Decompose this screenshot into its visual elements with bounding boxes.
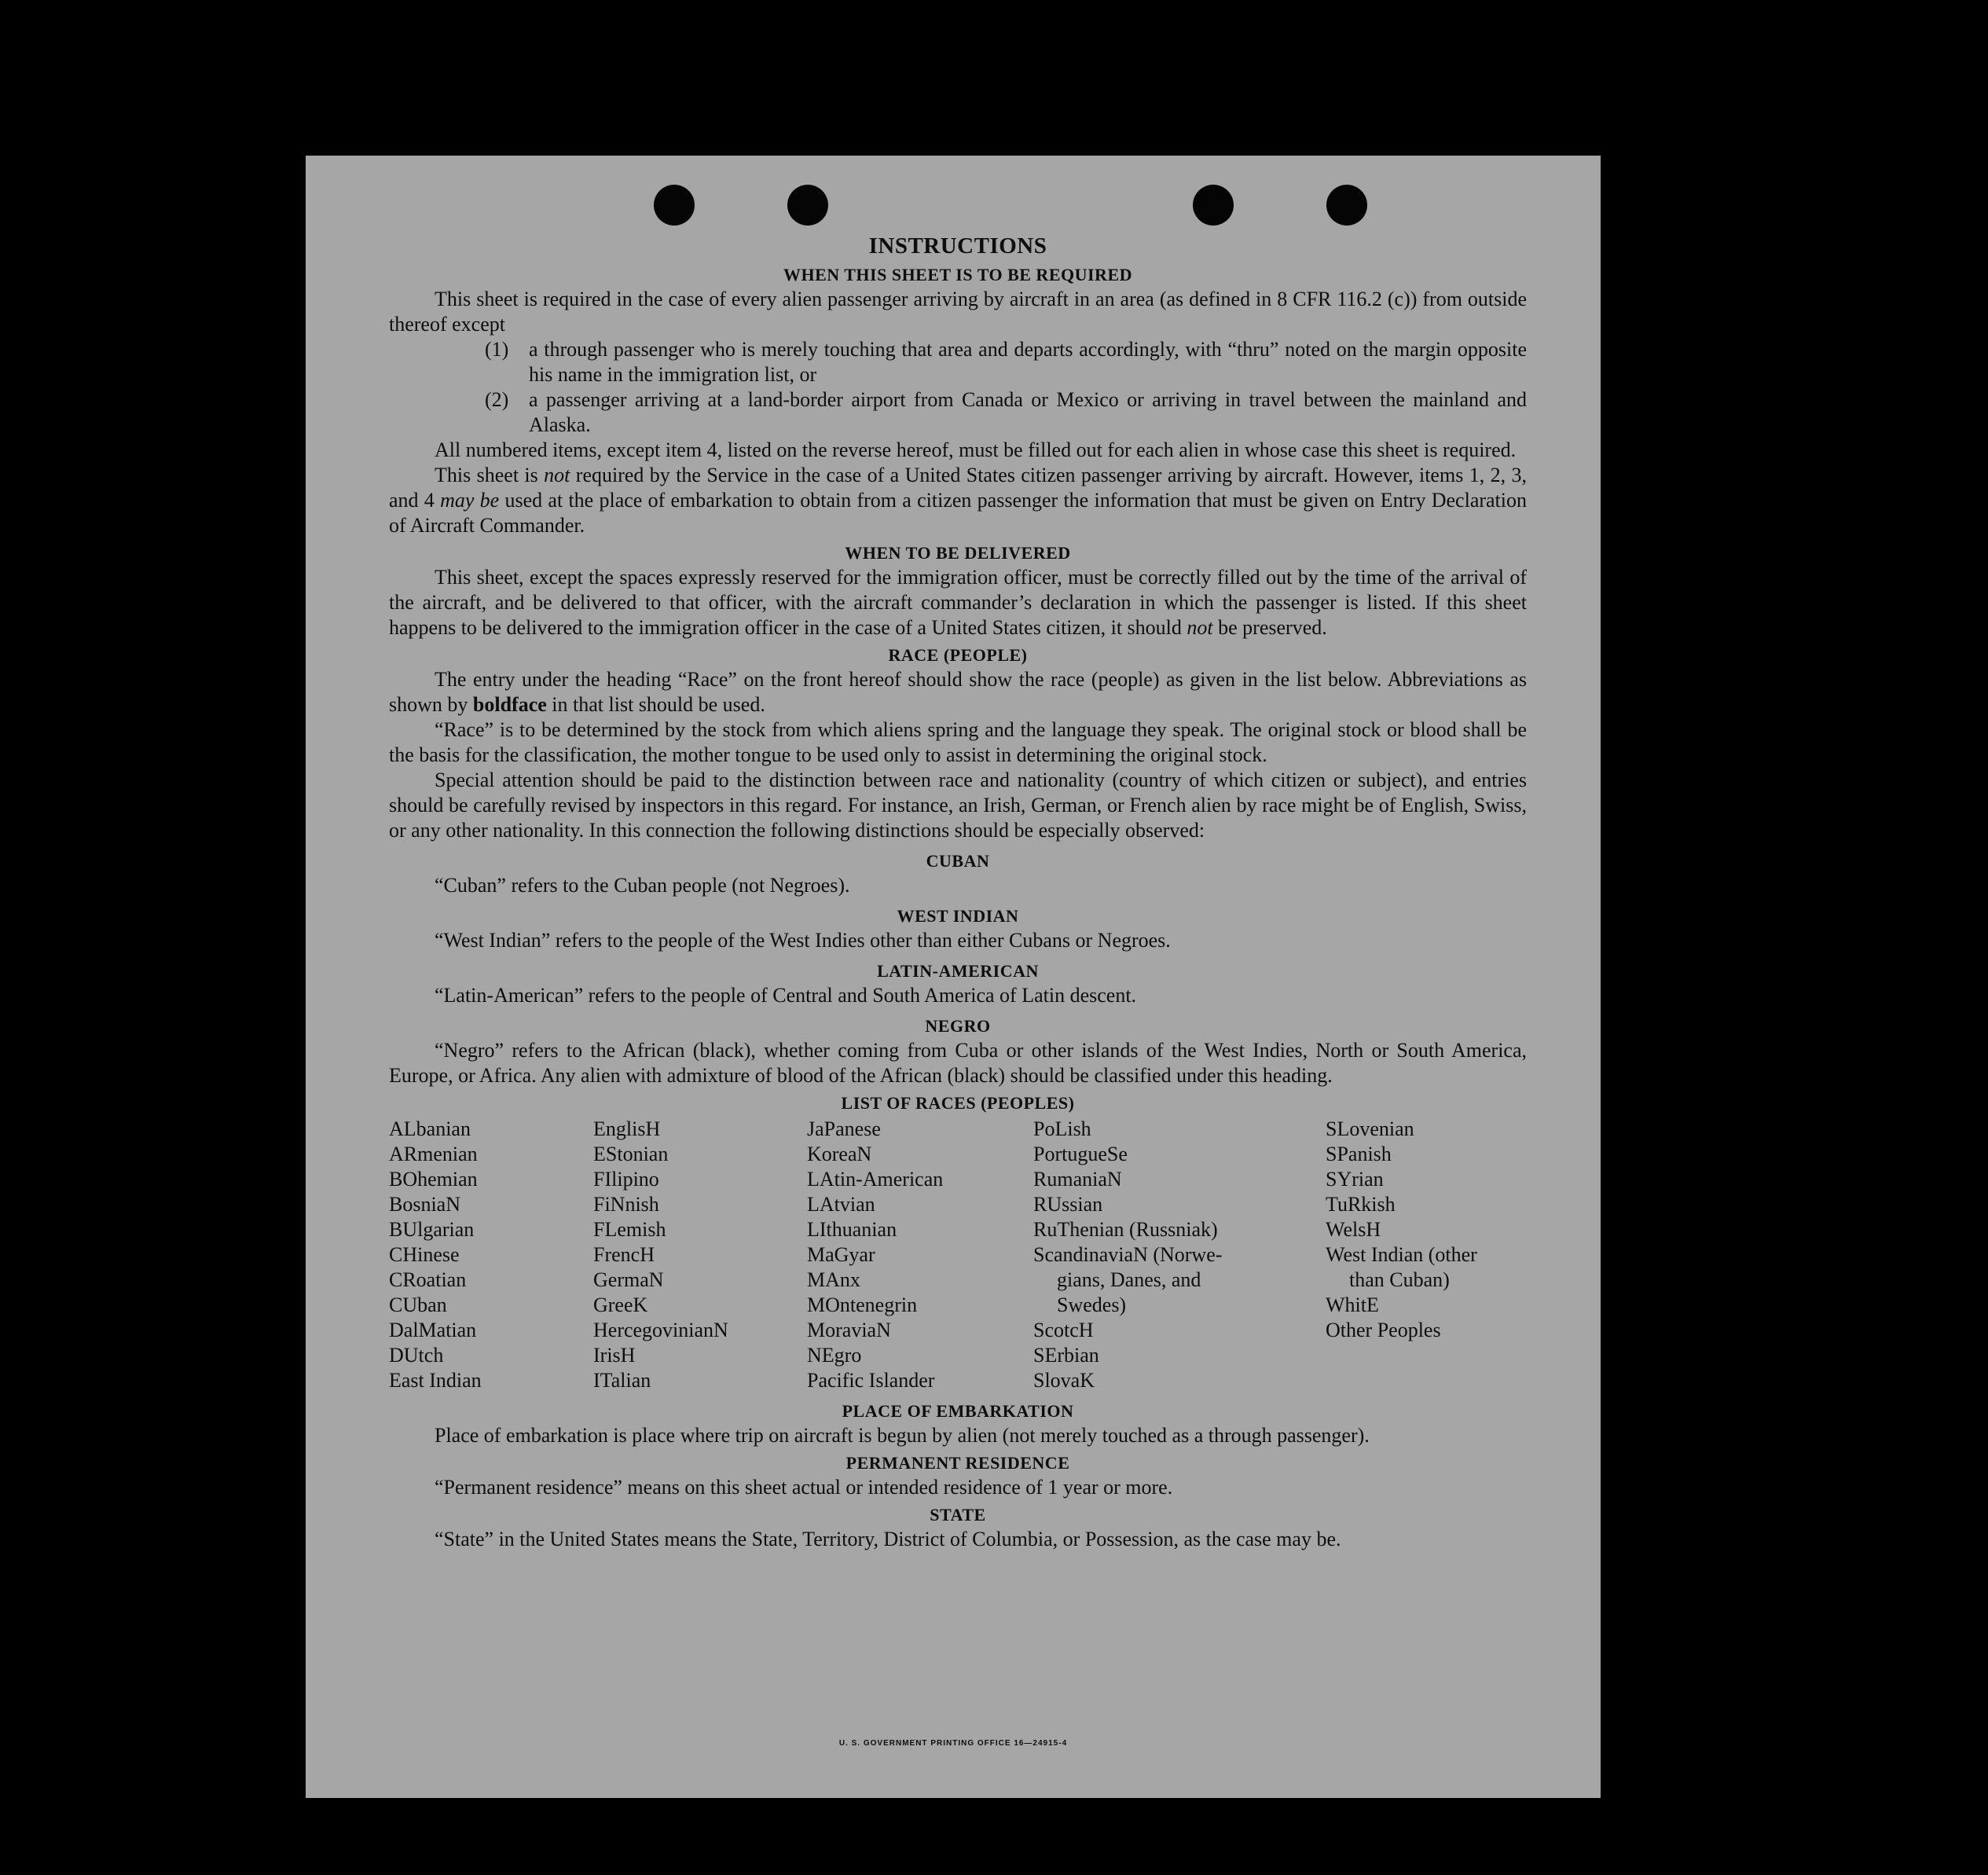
section-heading-west-indian: WEST INDIAN <box>897 906 1019 926</box>
punch-hole <box>1326 185 1367 226</box>
section-heading-residence: PERMANENT RESIDENCE <box>845 1453 1070 1473</box>
races-column <box>1326 1117 1527 1393</box>
punch-hole <box>1193 185 1234 226</box>
section-heading-embarkation: PLACE OF EMBARKATION <box>842 1401 1074 1421</box>
race-entry: CUban <box>389 1293 447 1316</box>
race-entry-continued: Swedes) <box>1057 1293 1127 1316</box>
race-entry: PoLish <box>1033 1117 1091 1140</box>
race-entry: FIlipino <box>593 1168 659 1191</box>
section-heading-race: RACE (PEOPLE) <box>888 645 1028 665</box>
list-item <box>389 387 1527 438</box>
race-entry: WelsH <box>1326 1218 1381 1241</box>
race-entry: DUtch <box>389 1344 444 1367</box>
race-entry: LAtin-American <box>807 1168 944 1191</box>
paragraph: “Negro” refers to the African (black), whether coming from Cuba or other islands of the West Indies, North or South America, Europe, or Africa. Any alien with admixture of blood of the African (black) should be classified under this heading. <box>389 1039 1527 1087</box>
printing-office-footer: U. S. GOVERNMENT PRINTING OFFICE 16—24915-4 <box>838 1739 1068 1748</box>
races-column <box>1033 1117 1326 1393</box>
paragraph: This sheet, except the spaces expressly reserved for the immigration officer, must be correctly filled out by the time of the arrival of the aircraft, and be delivered to that officer, with the aircraft commander’s declaration in which the passenger is listed. If this sheet happens to be delivered to the immigration officer in the case of a United States citizen, it should not be preserved. <box>389 566 1527 639</box>
race-entry: West Indian (other <box>1326 1243 1477 1266</box>
item-text: a through passenger who is merely touching that area and departs accordingly, with “thru” noted on the margin opposite his name in the immigration list, or <box>529 338 1527 386</box>
race-entry: CRoatian <box>389 1268 467 1291</box>
paragraph: “Latin-American” refers to the people of Central and South America of Latin descent. <box>435 984 1137 1007</box>
race-entry: FLemish <box>593 1218 666 1241</box>
paragraph: Special attention should be paid to the distinction between race and nationality (country of which citizen or subject), and entries should be carefully revised by inspectors in this regard. For instance, an Irish, German, or French alien by race might be of English, Swiss, or any other nationality. In this connection the following distinctions should be especially observed: <box>389 769 1527 842</box>
paragraph: All numbered items, except item 4, listed on the reverse hereof, must be filled out for each alien in whose case this sheet is required. <box>435 438 1517 461</box>
race-entry: RumaniaN <box>1033 1168 1122 1191</box>
paragraph: “Race” is to be determined by the stock from which aliens spring and the language they speak. The original stock or blood shall be the basis for the classification, the mother tongue to be used only to assist in determining the original stock. <box>389 718 1527 766</box>
race-entry: KoreaN <box>807 1143 872 1165</box>
item-text: a passenger arriving at a land-border airport from Canada or Mexico or arriving in travel between the mainland and Alaska. <box>529 388 1527 436</box>
paragraph: This sheet is required in the case of every alien passenger arriving by aircraft in an area (as defined in 8 CFR 116.2 (c)) from outside thereof except <box>389 288 1527 336</box>
race-entry: BOhemian <box>389 1168 478 1191</box>
section-heading-required: WHEN THIS SHEET IS TO BE REQUIRED <box>783 265 1133 284</box>
race-entry: Other Peoples <box>1326 1319 1441 1341</box>
race-entry: HercegovinianN <box>593 1319 728 1341</box>
race-entry: BUlgarian <box>389 1218 475 1241</box>
race-entry: ScotcH <box>1033 1319 1094 1341</box>
list-item <box>389 337 1527 387</box>
race-entry: SYrian <box>1326 1168 1384 1191</box>
races-column <box>807 1117 1033 1393</box>
race-entry: PortugueSe <box>1033 1143 1128 1165</box>
race-entry: LAtvian <box>807 1193 875 1216</box>
race-entry: MaGyar <box>807 1243 875 1266</box>
races-column <box>593 1117 807 1393</box>
race-entry: IrisH <box>593 1344 636 1367</box>
item-number: (2) <box>485 388 509 411</box>
section-heading-latin-american: LATIN-AMERICAN <box>877 961 1039 981</box>
race-entry: Pacific Islander <box>807 1369 935 1392</box>
section-heading-state: STATE <box>930 1505 986 1525</box>
section-heading-delivered: WHEN TO BE DELIVERED <box>845 543 1071 563</box>
race-entry: JaPanese <box>807 1117 881 1140</box>
race-entry: MOntenegrin <box>807 1293 918 1316</box>
race-entry: ARmenian <box>389 1143 478 1165</box>
race-entry: East Indian <box>389 1369 482 1392</box>
races-list <box>389 1117 1527 1393</box>
race-entry: SErbian <box>1033 1344 1099 1367</box>
race-entry: BosniaN <box>389 1193 460 1216</box>
race-entry: NEgro <box>807 1344 862 1367</box>
document-sheet <box>306 156 1601 1798</box>
race-entry: CHinese <box>389 1243 460 1266</box>
paragraph: “Permanent residence” means on this sheet actual or intended residence of 1 year or more. <box>435 1476 1173 1499</box>
punch-hole <box>787 185 828 226</box>
race-entry: ITalian <box>593 1369 651 1392</box>
race-entry: EnglisH <box>593 1117 661 1140</box>
race-entry: SPanish <box>1326 1143 1392 1165</box>
paragraph: This sheet is not required by the Service in the case of a United States citizen passenger arriving by aircraft. However, items 1, 2, 3, and 4 may be used at the place of embarkation to obtain from a citizen passenger the information that must be given on Entry Declaration of Aircraft Commander. <box>389 464 1527 537</box>
race-entry: RUssian <box>1033 1193 1103 1216</box>
race-entry: SlovaK <box>1033 1369 1095 1392</box>
race-entry: FrencH <box>593 1243 655 1266</box>
paragraph: The entry under the heading “Race” on the front hereof should show the race (people) as given in the list below. Abbreviations as shown by boldface in that list should be used. <box>389 668 1527 716</box>
races-column <box>389 1117 593 1393</box>
race-entry-continued: gians, Danes, and <box>1057 1268 1201 1291</box>
paragraph: Place of embarkation is place where trip on aircraft is begun by alien (not merely touched as a through passenger). <box>435 1424 1370 1447</box>
item-number: (1) <box>485 338 509 361</box>
race-entry: ALbanian <box>389 1117 471 1140</box>
race-entry-continued: than Cuban) <box>1349 1268 1450 1291</box>
race-entry: DalMatian <box>389 1319 477 1341</box>
section-heading-negro: NEGRO <box>925 1016 991 1036</box>
punch-hole <box>654 185 695 226</box>
instructions-body <box>389 232 1527 1552</box>
race-entry: RuThenian (Russniak) <box>1033 1218 1218 1241</box>
paragraph: “Cuban” refers to the Cuban people (not Negroes). <box>435 874 850 897</box>
race-entry: FiNnish <box>593 1193 659 1216</box>
section-heading-races-list: LIST OF RACES (PEOPLES) <box>841 1093 1075 1113</box>
race-entry: ScandinaviaN (Norwe- <box>1033 1243 1223 1266</box>
race-entry: GermaN <box>593 1268 664 1291</box>
race-entry: GreeK <box>593 1293 648 1316</box>
race-entry: TuRkish <box>1326 1193 1396 1216</box>
race-entry: WhitE <box>1326 1293 1379 1316</box>
race-entry: MoraviaN <box>807 1319 891 1341</box>
paragraph: “West Indian” refers to the people of the West Indies other than either Cubans or Negroes. <box>435 929 1171 952</box>
section-heading-cuban: CUBAN <box>926 851 990 871</box>
page-title: INSTRUCTIONS <box>868 233 1047 259</box>
race-entry: SLovenian <box>1326 1117 1414 1140</box>
race-entry: EStonian <box>593 1143 669 1165</box>
race-entry: LIthuanian <box>807 1218 897 1241</box>
paragraph: “State” in the United States means the State, Territory, District of Columbia, or Possession, as the case may be. <box>435 1528 1341 1550</box>
race-entry: MAnx <box>807 1268 860 1291</box>
